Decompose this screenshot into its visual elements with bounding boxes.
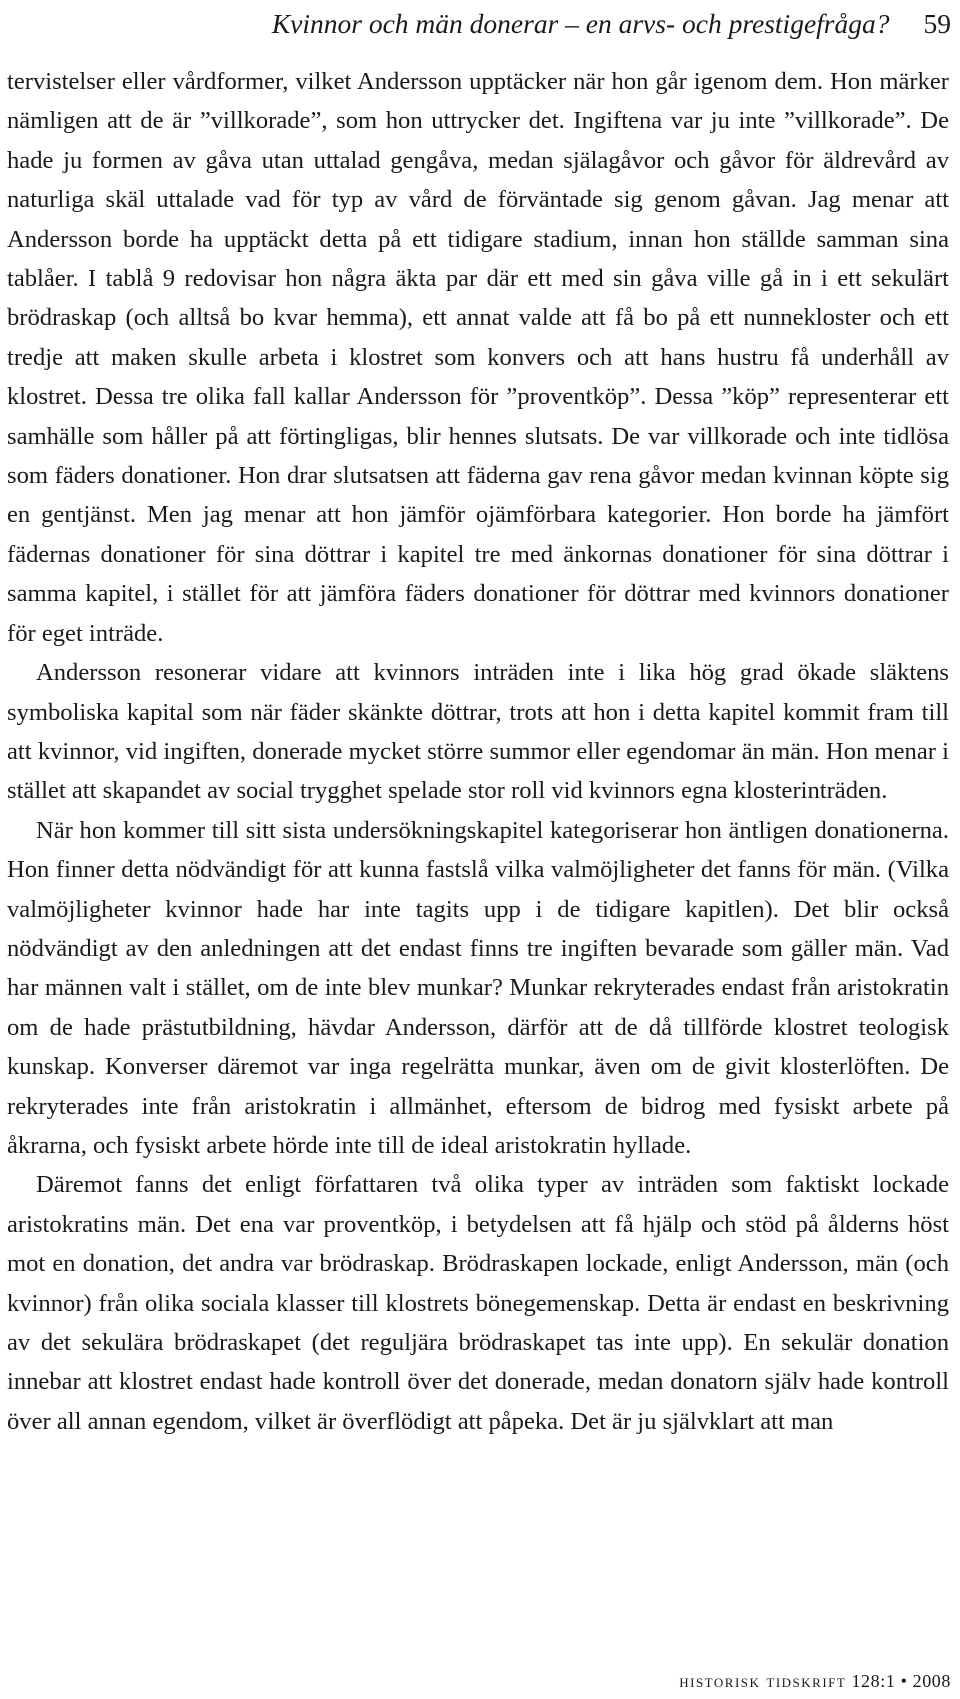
journal-issue: 128:1 xyxy=(851,1671,896,1691)
paragraph: När hon kommer till sitt sista undersökningskapitel kategoriserar hon äntligen donationerna. Hon finner detta nödvändigt för att kunna fastslå vilka valmöjligheter det fanns för män. (Vilka valmöjligheter kvinnor hade har inte tagits upp i de tidigare kapitlen). Det blir också nödvändigt av den anledningen att det endast finns tre ingiften bevarade som gäller män. Vad har männen valt i stället, om de inte blev munkar? Munkar rekryterades endast från aristokratin om de hade prästutbildning, hävdar Andersson, därför att de då tillförde klostret teologisk kunskap. Konverser däremot var inga regelrätta munkar, även om de givit klosterlöften. De rekryterades inte från aristokratin i allmänhet, eftersom de bidrog med fysiskt arbete på åkrarna, och fysiskt arbete hörde inte till de ideal aristokratin hyllade. xyxy=(7,816,949,1159)
journal-name: historisk tidskrift xyxy=(679,1671,847,1691)
journal-footer xyxy=(0,1667,951,1695)
journal-year: 2008 xyxy=(912,1671,951,1691)
paragraph: Andersson resonerar vidare att kvinnors inträden inte i lika hög grad ökade släktens symboliska kapital som när fäder skänkte döttrar, trots att hon i detta kapitel kommit fram till att kvinnor, vid ingiften, donerade mycket större summor eller egendomar än män. Hon menar i stället att skapandet av social trygghet spelade stor roll vid kvinnors egna klosterinträden. xyxy=(7,659,949,805)
body-text xyxy=(7,62,949,1441)
running-header-title: Kvinnor och män donerar – en arvs- och prestigefråga? xyxy=(271,8,890,39)
running-header xyxy=(0,4,951,44)
paragraph-continued: tervistelser eller vårdformer, vilket Andersson upptäcker när hon går igenom dem. Hon märker nämligen att de är ”villkorade”, som hon uttrycker det. Ingiftena var ju inte ”villkorade”. De hade ju formen av gåva utan uttalad gengåva, medan själagåvor och gåvor för äldrevård av naturliga skäl uttalade vad för typ av vård de förväntade sig genom gåvan. Jag menar att Andersson borde ha upptäckt detta på ett tidigare stadium, innan hon ställde samman sina tablåer. I tablå 9 redovisar hon några äkta par där ett med sin gåva ville gå in i ett sekulärt brödraskap (och alltså bo kvar hemma), ett annat valde att få bo på ett nunnekloster och ett tredje att maken skulle arbeta i klostret som konvers och att hans hustru få underhåll av klostret. Dessa tre olika fall kallar Andersson för ”proventköp”. Dessa ”köp” representerar ett samhälle som håller på att förtingligas, blir hennes slutsats. De var villkorade och inte tidlösa som fäders donationer. Hon drar slutsatsen att fäderna gav rena gåvor medan kvinnan köpte sig en gentjänst. Men jag menar att hon jämför ojämförbara kategorier. Hon borde ha jämfört fädernas donationer för sina döttrar i kapitel tre med änkornas donationer för sina döttrar i samma kapitel, i stället för att jämföra fäders donationer för döttrar med kvinnors donationer för eget inträde. xyxy=(7,68,949,647)
page-number: 59 xyxy=(923,8,951,39)
footer-separator: • xyxy=(900,1671,908,1691)
paragraph: Däremot fanns det enligt författaren två olika typer av inträden som faktiskt lockade aristokratins män. Det ena var proventköp, i betydelsen att få hjälp och stöd på ålderns höst mot en donation, det andra var brödraskap. Brödraskapen lockade, enligt Andersson, män (och kvinnor) från olika sociala klasser till klostrets bönegemenskap. Detta är endast en beskrivning av det sekulära brödraskapet (det reguljära brödraskapet tas inte upp). En sekulär donation innebar att klostret endast hade kontroll över det donerade, medan donatorn själv hade kontroll över all annan egendom, vilket är överflödigt att påpeka. Det är ju självklart att man xyxy=(7,1171,949,1435)
